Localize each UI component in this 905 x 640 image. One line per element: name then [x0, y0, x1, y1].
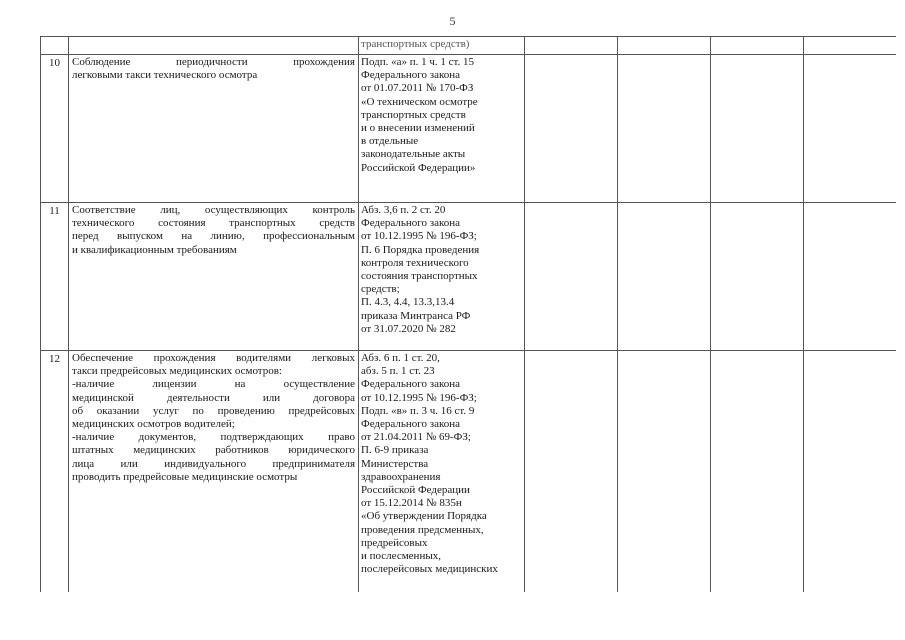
cell-law: Абз. 6 п. 1 ст. 20, абз. 5 п. 1 ст. 23 Федерального закона от 10.12.1995 № 196-ФЗ; Подп. «в» п. 3 ч. 16 ст. 9 Федерального закона от 21.04.2011 № 69-ФЗ; П. 6-9 приказа Министерства здравоохранения Российской Федерации от 15.12.2014 № 835н «Об утверждении Порядка проведения предсменных, предрейсовых и послесменных, послерейсовых медицинских: [359, 351, 525, 593]
cell-empty: [711, 37, 804, 55]
cell-empty: [711, 203, 804, 351]
desc-line: об оказании услуг по проведению предрейсовых: [72, 404, 355, 417]
desc-line: -наличие лицензии на осуществление: [72, 378, 355, 391]
cell-desc: [69, 55, 359, 203]
cell-desc: [69, 203, 359, 351]
cell-num: [41, 37, 69, 55]
cell-desc: [69, 37, 359, 55]
cell-empty: [618, 55, 711, 203]
table-row: [41, 203, 897, 351]
cell-num: 12: [41, 351, 69, 593]
desc-line: такси предрейсовых медицинских осмотров:: [72, 365, 282, 378]
cell-empty: [525, 351, 618, 593]
desc-line: проводить предрейсовые медицинские осмотры: [72, 470, 298, 483]
table-row: [41, 351, 897, 593]
table-row: [41, 55, 897, 203]
desc-line: лица или индивидуального предпринимателя: [72, 457, 355, 470]
cell-empty: [804, 37, 897, 55]
desc-line: Обеспечение прохождения водителями легковых: [72, 352, 355, 364]
cell-empty: [804, 55, 897, 203]
cell-empty: [711, 55, 804, 203]
desc-line: перед выпуском на линию, профессиональным: [72, 230, 355, 243]
desc-line: Соответствие лиц, осуществляющих контроль: [72, 204, 355, 216]
desc-line: легковыми такси технического осмотра: [72, 69, 258, 82]
cell-empty: [525, 37, 618, 55]
cell-empty: [711, 351, 804, 593]
checklist-table: [40, 36, 896, 592]
cell-num: 11: [41, 203, 69, 351]
desc-line: медицинских осмотров водителей;: [72, 418, 235, 431]
cell-empty: [618, 351, 711, 593]
cell-law: транспортных средств): [359, 37, 525, 55]
checklist-table-wrapper: [40, 36, 896, 592]
cell-empty: [618, 37, 711, 55]
cell-empty: [804, 203, 897, 351]
desc-line: и квалификационным требованиям: [72, 243, 237, 256]
cell-law: Подп. «а» п. 1 ч. 1 ст. 15 Федерального закона от 01.07.2011 № 170-ФЗ «О техническом осмотре транспортных средств и о внесении изменений в отдельные законодательные акты Российской Федерации»: [359, 55, 525, 203]
cell-num: 10: [41, 55, 69, 203]
cell-desc: [69, 351, 359, 593]
cell-law: Абз. 3,6 п. 2 ст. 20 Федерального закона от 10.12.1995 № 196-ФЗ; П. 6 Порядка проведения контроля технического состояния транспортных средств; П. 4.3, 4.4, 13.3,13.4 приказа Минтранса РФ от 31.07.2020 № 282: [359, 203, 525, 351]
cell-empty: [804, 351, 897, 593]
page-number: 5: [449, 14, 456, 28]
desc-line: медицинской деятельности или договора: [72, 391, 355, 404]
cell-empty: [525, 203, 618, 351]
desc-line: технического состояния транспортных средств: [72, 217, 355, 230]
desc-line: штатных медицинских работников юридического: [72, 444, 355, 457]
cell-empty: [618, 203, 711, 351]
desc-line: Соблюдение периодичности прохождения: [72, 56, 355, 68]
cell-empty: [525, 55, 618, 203]
desc-line: -наличие документов, подтверждающих право: [72, 431, 355, 444]
table-row-continuation: [41, 37, 897, 55]
